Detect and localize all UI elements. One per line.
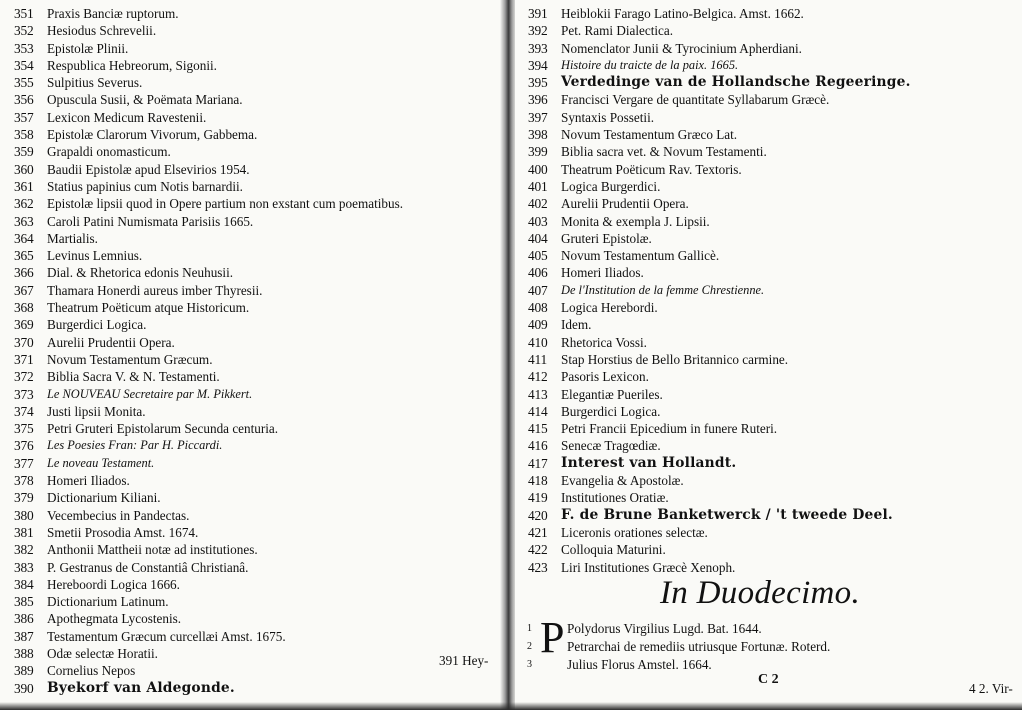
entry-number: 416 — [528, 438, 548, 454]
entry-number: 386 — [14, 611, 34, 627]
entry-number: 377 — [14, 455, 34, 471]
right-entry — [528, 524, 911, 541]
entry-title: Petri Gruteri Epistolarum Secunda centuria. — [47, 421, 279, 437]
entry-title: Pasoris Lexicon. — [561, 369, 649, 385]
entry-number: 358 — [14, 127, 34, 143]
left-entry — [14, 230, 403, 247]
entry-title: Aurelii Prudentii Opera. — [561, 196, 689, 212]
entry-number: 365 — [14, 248, 34, 264]
initial-letter: P — [540, 613, 565, 662]
entry-title: Pet. Rami Dialectica. — [561, 23, 674, 39]
entry-title: Lexicon Medicum Ravestenii. — [47, 109, 207, 125]
entry-number: 369 — [14, 317, 34, 333]
left-entry — [14, 5, 403, 22]
entry-number: 387 — [14, 628, 34, 644]
right-entry — [528, 507, 911, 524]
entry-number: 362 — [14, 196, 34, 212]
duodecimo-entry — [527, 638, 830, 656]
entry-title: Sulpitius Severus. — [47, 75, 143, 91]
entry-title: Biblia Sacra V. & N. Testamenti. — [47, 369, 220, 385]
entry-number: 414 — [528, 403, 548, 419]
left-entry — [14, 143, 403, 160]
right-entry — [528, 351, 911, 368]
left-entry — [14, 247, 403, 264]
entry-title: Petrarchai de remediis utriusque Fortunæ. Roterd. — [567, 639, 831, 654]
entry-number: 355 — [14, 75, 34, 91]
right-entry-list — [528, 5, 911, 576]
right-entry — [528, 22, 911, 39]
entry-title: Idem. — [561, 317, 592, 333]
entry-number: 418 — [528, 473, 548, 489]
left-entry — [14, 334, 403, 351]
entry-title: Odæ selectæ Horatii. — [47, 645, 158, 661]
left-entry — [14, 126, 403, 143]
right-entry — [528, 316, 911, 333]
right-entry — [528, 247, 911, 264]
left-entry — [14, 386, 403, 403]
left-entry — [14, 351, 403, 368]
left-entry-list — [14, 5, 403, 697]
entry-title: Hesiodus Schrevelii. — [47, 23, 157, 39]
entry-title: Francisci Vergare de quantitate Syllabarum Græcè. — [561, 92, 830, 108]
right-entry — [528, 489, 911, 506]
left-entry — [14, 22, 403, 39]
entry-number: 359 — [14, 144, 34, 160]
left-entry — [14, 455, 403, 472]
entry-number: 400 — [528, 161, 548, 177]
entry-number: 407 — [528, 282, 548, 298]
entry-title: Apothegmata Lycostenis. — [47, 611, 182, 627]
entry-number: 382 — [14, 542, 34, 558]
duodecimo-entry — [527, 620, 830, 638]
left-entry — [14, 610, 403, 627]
entry-number: 375 — [14, 421, 34, 437]
entry-number: 367 — [14, 282, 34, 298]
entry-number: 409 — [528, 317, 548, 333]
entry-number: 419 — [528, 490, 548, 506]
left-entry — [14, 576, 403, 593]
entry-title: Theatrum Poëticum atque Historicum. — [47, 300, 250, 316]
entry-title: Praxis Banciæ ruptorum. — [47, 6, 179, 21]
entry-number: 352 — [14, 23, 34, 39]
right-entry — [528, 541, 911, 558]
left-entry — [14, 662, 403, 679]
entry-number: 420 — [528, 507, 548, 523]
entry-title: Polydorus Virgilius Lugd. Bat. 1644. — [567, 621, 762, 636]
right-entry — [528, 109, 911, 126]
entry-number: 417 — [528, 455, 548, 471]
entry-number: 406 — [528, 265, 548, 281]
entry-title: Dial. & Rhetorica edonis Neuhusii. — [47, 265, 234, 281]
left-entry — [14, 559, 403, 576]
entry-title: Respublica Hebreorum, Sigonii. — [47, 57, 217, 73]
entry-title: P. Gestranus de Constantiâ Christianâ. — [47, 559, 249, 575]
right-entry — [528, 178, 911, 195]
entry-number: 396 — [528, 92, 548, 108]
entry-title: Monita & exempla J. Lipsii. — [561, 213, 710, 229]
entry-number: 356 — [14, 92, 34, 108]
left-entry — [14, 437, 403, 454]
entry-title: Homeri Iliados. — [47, 473, 130, 489]
left-entry — [14, 645, 403, 662]
entry-number: 383 — [14, 559, 34, 575]
entry-number: 381 — [14, 524, 34, 540]
right-entry — [528, 74, 911, 91]
duodecimo-list — [527, 613, 831, 674]
right-entry — [528, 299, 911, 316]
right-entry — [528, 472, 911, 489]
duodecimo-entry — [527, 656, 830, 674]
entry-number: 357 — [14, 109, 34, 125]
right-entry — [528, 386, 911, 403]
entry-title: Levinus Lemnius. — [47, 248, 143, 264]
entry-title: Epistolæ Clarorum Vivorum, Gabbema. — [47, 127, 258, 143]
entry-number: 351 — [14, 6, 34, 21]
entry-title: Biblia sacra vet. & Novum Testamenti. — [561, 144, 767, 160]
entry-title: Logica Burgerdici. — [561, 178, 661, 194]
entry-title: Opuscula Susii, & Poëmata Mariana. — [47, 92, 243, 108]
entry-title: Elegantiæ Pueriles. — [561, 386, 663, 402]
entry-title: Le NOUVEAU Secretaire par M. Pikkert. — [47, 386, 253, 401]
left-entry — [14, 524, 403, 541]
entry-title: Burgerdici Logica. — [47, 317, 147, 333]
entry-title: Hereboordi Logica 1666. — [47, 576, 180, 592]
entry-number: 392 — [528, 23, 548, 39]
left-entry — [14, 541, 403, 558]
entry-title: Justi lipsii Monita. — [47, 403, 146, 419]
entry-number: 398 — [528, 127, 548, 143]
entry-title: Les Poesies Fran: Par H. Piccardi. — [47, 438, 223, 453]
entry-number: 402 — [528, 196, 548, 212]
left-entry — [14, 507, 403, 524]
entry-number: 360 — [14, 161, 34, 177]
right-entry — [528, 213, 911, 230]
entry-number: 376 — [14, 438, 34, 454]
left-entry — [14, 161, 403, 178]
entry-title: Le noveau Testament. — [47, 455, 155, 470]
entry-number: 364 — [14, 230, 34, 246]
entry-title: Syntaxis Possetii. — [561, 109, 655, 125]
entry-number: 354 — [14, 57, 34, 73]
entry-title: Theatrum Poëticum Rav. Textoris. — [561, 161, 742, 177]
entry-number: 403 — [528, 213, 548, 229]
entry-number: 380 — [14, 507, 34, 523]
right-entry — [528, 403, 911, 420]
entry-title: Statius papinius cum Notis barnardii. — [47, 178, 243, 194]
entry-title: Epistolæ Plinii. — [47, 40, 129, 56]
entry-number: 372 — [14, 369, 34, 385]
entry-title: Liceronis orationes selectæ. — [561, 524, 708, 540]
entry-number: 411 — [528, 351, 547, 367]
entry-title: Dictionarium Kiliani. — [47, 490, 161, 506]
entry-number: 408 — [528, 300, 548, 316]
entry-title: Testamentum Græcum curcellæi Amst. 1675. — [47, 628, 286, 644]
entry-number: 1 — [527, 623, 532, 634]
right-entry — [528, 334, 911, 351]
entry-number: 368 — [14, 300, 34, 316]
entry-title: Evangelia & Apostolæ. — [561, 473, 684, 489]
entry-number: 399 — [528, 144, 548, 160]
right-entry — [528, 40, 911, 57]
left-catchword: 391 Hey- — [439, 653, 489, 668]
left-entry — [14, 420, 403, 437]
entry-title: Dictionarium Latinum. — [47, 594, 169, 610]
entry-title: Epistolæ lipsii quod in Opere partium non exstant cum poematibus. — [47, 196, 404, 212]
entry-title: Caroli Patini Numismata Parisiis 1665. — [47, 213, 254, 229]
right-entry — [528, 437, 911, 454]
entry-title: Institutiones Oratiæ. — [561, 490, 669, 506]
entry-number: 371 — [14, 351, 34, 367]
entry-number: 412 — [528, 369, 548, 385]
right-entry — [528, 57, 911, 74]
entry-number: 390 — [14, 680, 34, 696]
right-entry — [528, 195, 911, 212]
entry-title: Histoire du traicte de la paix. 1665. — [561, 57, 739, 72]
entry-number: 385 — [14, 594, 34, 610]
entry-number: 410 — [528, 334, 548, 350]
entry-title: Petri Francii Epicedium in funere Ruteri. — [561, 421, 778, 437]
entry-title: Liri Institutiones Græcè Xenoph. — [561, 559, 736, 575]
left-entry — [14, 178, 403, 195]
right-entry — [528, 264, 911, 281]
signature-mark: C 2 — [758, 672, 779, 687]
entry-title: Heiblokii Farago Latino-Belgica. Amst. 1662. — [561, 6, 804, 21]
entry-title: Cornelius Nepos — [47, 663, 136, 679]
left-entry — [14, 282, 403, 299]
right-entry — [528, 455, 911, 472]
right-entry — [528, 420, 911, 437]
left-entry — [14, 299, 403, 316]
entry-title: Julius Florus Amstel. 1664. — [567, 657, 712, 672]
entry-title: Gruteri Epistolæ. — [561, 230, 652, 246]
entry-number: 413 — [528, 386, 548, 402]
entry-title: De l'Institution de la femme Chrestienne. — [561, 282, 765, 297]
entry-number: 384 — [14, 576, 34, 592]
left-entry — [14, 213, 403, 230]
entry-title: Logica Herebordi. — [561, 300, 658, 316]
entry-title: Aurelii Prudentii Opera. — [47, 334, 175, 350]
right-entry — [528, 91, 911, 108]
page-bottom-shadow — [0, 702, 1022, 710]
entry-number: 415 — [528, 421, 548, 437]
entry-number: 373 — [14, 386, 34, 402]
entry-title: Smetii Prosodia Amst. 1674. — [47, 524, 199, 540]
right-entry — [528, 161, 911, 178]
left-entry — [14, 628, 403, 645]
right-entry — [528, 559, 911, 576]
entry-number: 404 — [528, 230, 548, 246]
entry-number: 423 — [528, 559, 548, 575]
entry-number: 378 — [14, 473, 34, 489]
entry-title: Burgerdici Logica. — [561, 403, 661, 419]
left-entry — [14, 368, 403, 385]
entry-title: F. de Brune Banketwerck / 't tweede Deel. — [561, 506, 893, 523]
entry-number: 394 — [528, 57, 548, 73]
entry-number: 374 — [14, 403, 34, 419]
left-entry — [14, 489, 403, 506]
entry-title: Thamara Honerdi aureus imber Thyresii. — [47, 282, 263, 298]
entry-title: Colloquia Maturini. — [561, 542, 666, 558]
entry-title: Verdedinge van de Hollandsche Regeeringe. — [561, 74, 911, 91]
entry-number: 405 — [528, 248, 548, 264]
entry-number: 391 — [528, 6, 548, 21]
entry-title: Nomenclator Junii & Tyrocinium Apherdiani. — [561, 40, 802, 56]
entry-number: 366 — [14, 265, 34, 281]
entry-title: Senecæ Tragœdiæ. — [561, 438, 661, 454]
left-entry — [14, 40, 403, 57]
entry-number: 395 — [528, 75, 548, 91]
left-entry — [14, 593, 403, 610]
section-heading: In Duodecimo. — [660, 575, 861, 611]
right-catchword: 4 2. Vir- — [969, 681, 1013, 696]
entry-title: Vecembecius in Pandectas. — [47, 507, 190, 523]
left-entry — [14, 109, 403, 126]
entry-title: Grapaldi onomasticum. — [47, 144, 171, 160]
entry-number: 361 — [14, 178, 34, 194]
entry-number: 389 — [14, 663, 34, 679]
right-entry — [528, 282, 911, 299]
left-entry — [14, 316, 403, 333]
right-entry — [528, 5, 911, 22]
left-entry — [14, 74, 403, 91]
right-entry — [528, 368, 911, 385]
entry-number: 379 — [14, 490, 34, 506]
right-entry — [528, 230, 911, 247]
left-entry — [14, 264, 403, 281]
right-entry — [528, 126, 911, 143]
left-entry — [14, 195, 403, 212]
entry-title: Anthonii Mattheii notæ ad institutiones. — [47, 542, 258, 558]
entry-title: Homeri Iliados. — [561, 265, 644, 281]
entry-title: Rhetorica Vossi. — [561, 334, 647, 350]
entry-number: 370 — [14, 334, 34, 350]
left-entry — [14, 680, 403, 697]
entry-number: 2 — [527, 641, 532, 652]
entry-number: 3 — [527, 659, 532, 670]
entry-number: 397 — [528, 109, 548, 125]
entry-number: 353 — [14, 40, 34, 56]
right-entry — [528, 143, 911, 160]
left-entry — [14, 91, 403, 108]
entry-title: Interest van Hollandt. — [561, 454, 737, 471]
entry-number: 363 — [14, 213, 34, 229]
entry-title: Byekorf van Aldegonde. — [47, 679, 235, 696]
entry-number: 421 — [528, 524, 548, 540]
entry-number: 388 — [14, 645, 34, 661]
entry-title: Stap Horstius de Bello Britannico carmine. — [561, 351, 789, 367]
entry-title: Novum Testamentum Græcum. — [47, 351, 213, 367]
entry-number: 393 — [528, 40, 548, 56]
entry-number: 422 — [528, 542, 548, 558]
entry-title: Baudii Epistolæ apud Elsevirios 1954. — [47, 161, 250, 177]
entry-number: 401 — [528, 178, 548, 194]
left-page — [0, 0, 503, 710]
left-entry — [14, 472, 403, 489]
left-entry — [14, 57, 403, 74]
entry-title: Novum Testamentum Græco Lat. — [561, 127, 738, 143]
entry-title: Novum Testamentum Gallicè. — [561, 248, 720, 264]
entry-title: Martialis. — [47, 230, 98, 246]
left-entry — [14, 403, 403, 420]
